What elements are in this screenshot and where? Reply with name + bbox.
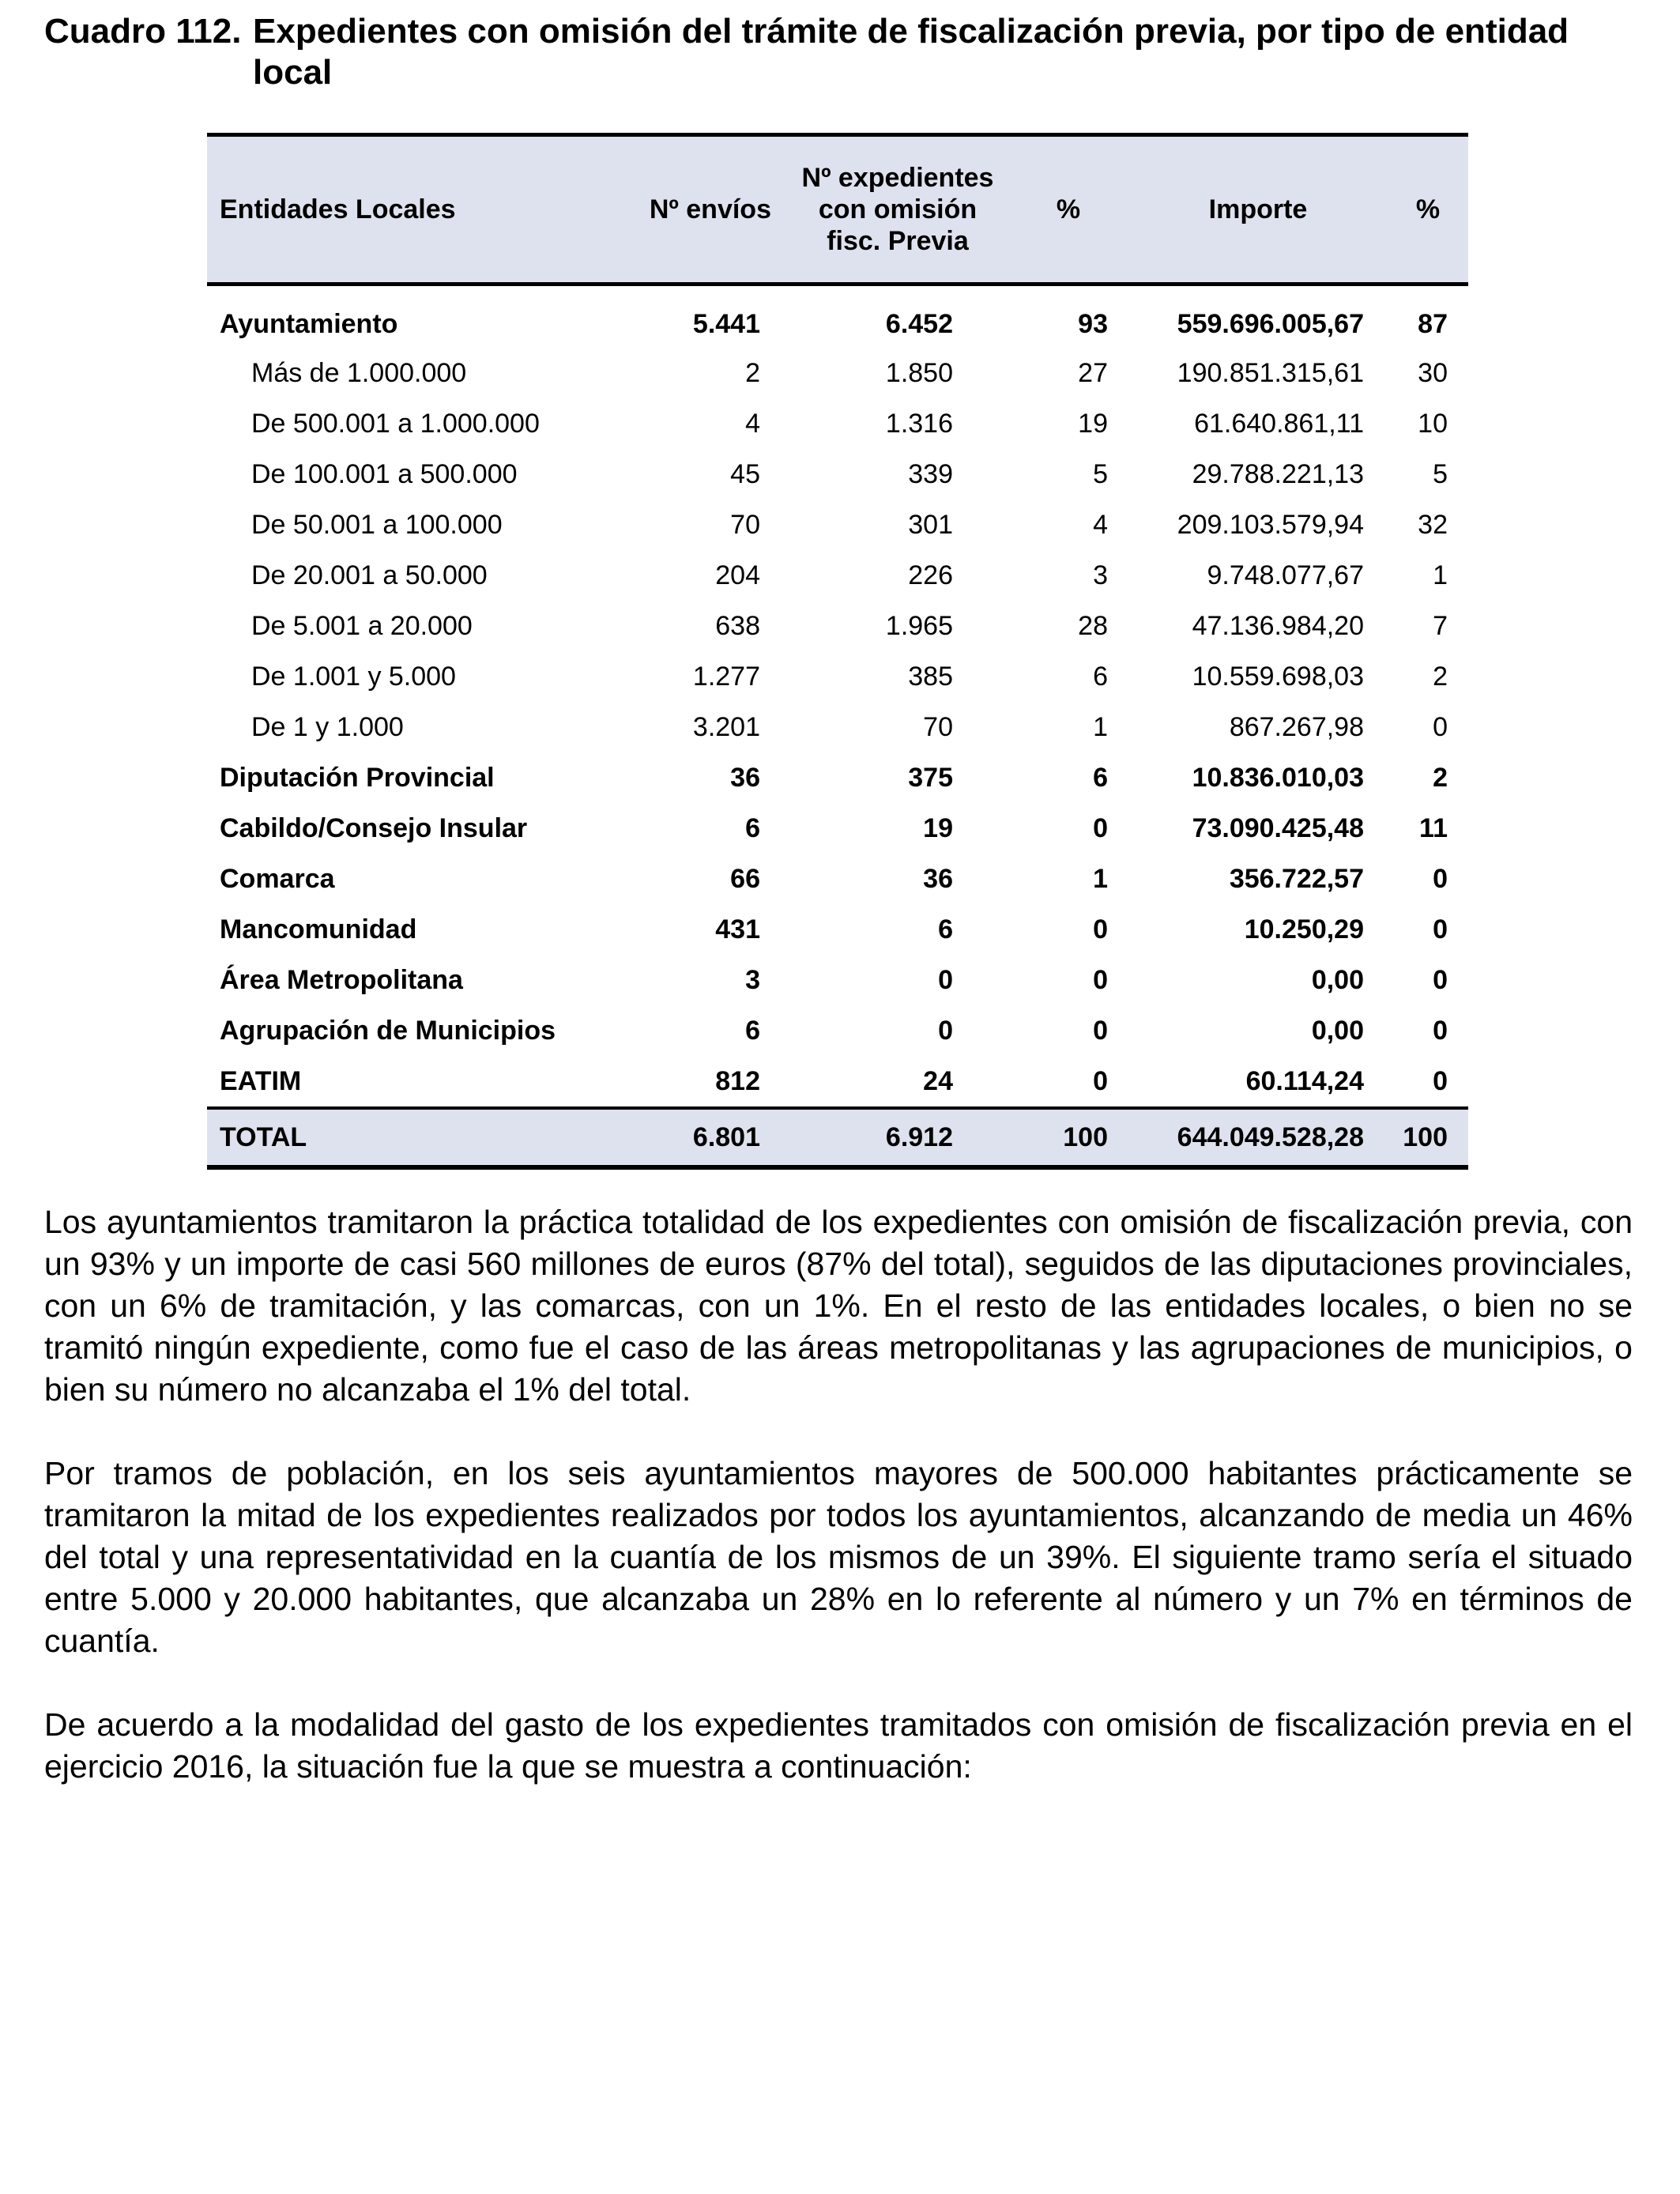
cell-pct-expedientes: 19 bbox=[1078, 408, 1108, 439]
cell-envios: 6 bbox=[745, 1015, 760, 1046]
cell-pct-expedientes: 3 bbox=[1093, 560, 1108, 590]
header-expedientes-line1: Nº expedientes bbox=[801, 163, 994, 193]
cell-entidad: De 500.001 a 1.000.000 bbox=[251, 408, 540, 439]
cell-importe: 10.836.010,03 bbox=[1192, 762, 1364, 793]
cell-pct-expedientes: 0 bbox=[1008, 1056, 1128, 1108]
header-expedientes-line2: con omisión bbox=[818, 194, 977, 224]
cell-pct-importe: 0 bbox=[1388, 1056, 1468, 1108]
body-text bbox=[44, 1201, 1633, 1830]
table-row bbox=[207, 1108, 1468, 1167]
cell-pct-importe: 11 bbox=[1419, 812, 1448, 843]
cell-entidad: Área Metropolitana bbox=[220, 964, 463, 995]
cell-entidad: De 100.001 a 500.000 bbox=[251, 458, 518, 489]
cell-pct-importe: 0 bbox=[1433, 964, 1448, 995]
cell-entidad: Agrupación de Municipios bbox=[220, 1015, 556, 1046]
cell-expedientes: 6.452 bbox=[885, 308, 953, 339]
header-importe: Importe bbox=[1128, 135, 1388, 285]
cell-importe: 867.267,98 bbox=[1229, 711, 1364, 742]
cell-expedientes: 339 bbox=[908, 458, 953, 489]
cell-entidad: De 1 y 1.000 bbox=[251, 711, 404, 742]
entities-table bbox=[207, 133, 1468, 1170]
cell-expedientes: 385 bbox=[908, 661, 953, 692]
cell-importe: 60.114,24 bbox=[1128, 1056, 1388, 1108]
cell-envios: 204 bbox=[715, 560, 760, 590]
cell-importe: 47.136.984,20 bbox=[1192, 610, 1364, 641]
cell-expedientes: 0 bbox=[938, 964, 953, 995]
cell-entidad: Cabildo/Consejo Insular bbox=[220, 812, 528, 843]
cell-entidad: De 5.001 a 20.000 bbox=[251, 610, 473, 641]
caption-number: Cuadro 112. bbox=[44, 12, 242, 51]
cell-envios: 6.801 bbox=[577, 1108, 787, 1167]
cell-pct-expedientes: 0 bbox=[1093, 914, 1108, 944]
table-row bbox=[207, 803, 1468, 854]
table-row bbox=[207, 1056, 1468, 1108]
cell-importe: 356.722,57 bbox=[1229, 863, 1364, 894]
cell-pct-expedientes: 93 bbox=[1078, 308, 1108, 339]
cell-importe: 73.090.425,48 bbox=[1192, 812, 1364, 843]
cell-importe: 61.640.861,11 bbox=[1194, 408, 1364, 439]
cell-pct-expedientes: 100 bbox=[1008, 1108, 1128, 1167]
header-entidades: Entidades Locales bbox=[207, 135, 577, 285]
cell-pct-expedientes: 5 bbox=[1093, 458, 1108, 489]
cell-pct-importe: 5 bbox=[1433, 458, 1448, 489]
cell-pct-expedientes: 0 bbox=[1093, 812, 1108, 843]
cell-envios: 431 bbox=[715, 914, 760, 944]
cell-pct-expedientes: 4 bbox=[1093, 509, 1108, 540]
cell-expedientes: 19 bbox=[923, 812, 953, 843]
table-row bbox=[207, 285, 1468, 349]
table-row bbox=[207, 904, 1468, 955]
cell-pct-expedientes: 1 bbox=[1093, 863, 1108, 894]
cell-importe: 644.049.528,28 bbox=[1128, 1108, 1388, 1167]
cell-entidad: Ayuntamiento bbox=[220, 308, 398, 339]
cell-entidad: De 20.001 a 50.000 bbox=[251, 560, 488, 590]
cell-pct-importe: 32 bbox=[1418, 509, 1448, 540]
cell-importe: 9.748.077,67 bbox=[1207, 560, 1364, 590]
cell-pct-importe: 100 bbox=[1388, 1108, 1468, 1167]
cell-pct-importe: 2 bbox=[1433, 762, 1448, 793]
cell-envios: 45 bbox=[730, 458, 760, 489]
cell-envios: 3.201 bbox=[692, 711, 760, 742]
cell-importe: 0,00 bbox=[1311, 964, 1364, 995]
table-row bbox=[207, 702, 1468, 752]
cell-envios: 812 bbox=[577, 1056, 787, 1108]
table-row bbox=[207, 955, 1468, 1005]
cell-importe: 209.103.579,94 bbox=[1177, 509, 1364, 540]
cell-pct-importe: 0 bbox=[1433, 1015, 1448, 1046]
table-row bbox=[207, 1005, 1468, 1056]
cell-envios: 3 bbox=[745, 964, 760, 995]
table-row bbox=[207, 601, 1468, 651]
cell-pct-importe: 7 bbox=[1433, 610, 1448, 641]
cell-expedientes: 24 bbox=[787, 1056, 1008, 1108]
table-row bbox=[207, 348, 1468, 398]
cell-expedientes: 226 bbox=[908, 560, 953, 590]
header-expedientes bbox=[787, 135, 1008, 285]
cell-envios: 2 bbox=[745, 357, 760, 388]
cell-entidad: Mancomunidad bbox=[220, 914, 417, 944]
cell-pct-expedientes: 28 bbox=[1078, 610, 1108, 641]
caption-title: Expedientes con omisión del trámite de fiscalización previa, por tipo de entidad local bbox=[253, 12, 1569, 92]
cell-pct-expedientes: 0 bbox=[1093, 1015, 1108, 1046]
cell-pct-importe: 1 bbox=[1433, 560, 1448, 590]
cell-expedientes: 6.912 bbox=[787, 1108, 1008, 1167]
cell-entidad: TOTAL bbox=[207, 1108, 577, 1167]
cell-entidad: EATIM bbox=[207, 1056, 577, 1108]
cell-pct-expedientes: 6 bbox=[1093, 661, 1108, 692]
table-row bbox=[207, 651, 1468, 702]
cell-expedientes: 6 bbox=[938, 914, 953, 944]
cell-envios: 70 bbox=[730, 509, 760, 540]
header-pct-importe: % bbox=[1388, 135, 1468, 285]
table-row bbox=[207, 499, 1468, 550]
cell-entidad: De 50.001 a 100.000 bbox=[251, 509, 503, 540]
cell-importe: 29.788.221,13 bbox=[1192, 458, 1364, 489]
cell-expedientes: 0 bbox=[938, 1015, 953, 1046]
cell-envios: 5.441 bbox=[692, 308, 760, 339]
paragraph: De acuerdo a la modalidad del gasto de los expedientes tramitados con omisión de fiscalización previa en el ejercicio 2016, la situación fue la que se muestra a continuación: bbox=[44, 1706, 1633, 1785]
cell-expedientes: 70 bbox=[923, 711, 953, 742]
table-row bbox=[207, 398, 1468, 449]
cell-importe: 0,00 bbox=[1311, 1015, 1364, 1046]
cell-pct-importe: 87 bbox=[1418, 308, 1448, 339]
cell-pct-importe: 2 bbox=[1433, 661, 1448, 692]
cell-pct-expedientes: 27 bbox=[1078, 357, 1108, 388]
cell-entidad: De 1.001 y 5.000 bbox=[251, 661, 456, 692]
cell-entidad: Diputación Provincial bbox=[220, 762, 495, 793]
cell-envios: 36 bbox=[730, 762, 760, 793]
cell-pct-expedientes: 6 bbox=[1093, 762, 1108, 793]
table-row bbox=[207, 550, 1468, 601]
cell-envios: 66 bbox=[730, 863, 760, 894]
cell-entidad: Más de 1.000.000 bbox=[251, 357, 467, 388]
cell-expedientes: 1.850 bbox=[885, 357, 953, 388]
cell-importe: 10.250,29 bbox=[1244, 914, 1364, 944]
cell-expedientes: 1.965 bbox=[885, 610, 953, 641]
paragraph: Los ayuntamientos tramitaron la práctica totalidad de los expedientes con omisión de fiscalización previa, con un 93% y un importe de casi 560 millones de euros (87% del total), seguidos de las diputaciones provinciales, con un 6% de tramitación, y las comarcas, con un 1%. En el resto de las entidades locales, o bien no se tramitó ningún expediente, como fue el caso de las áreas metropolitanas y las agrupaciones de municipios, o bien su número no alcanzaba el 1% del total. bbox=[44, 1204, 1633, 1408]
paragraph: Por tramos de población, en los seis ayuntamientos mayores de 500.000 habitantes prácticamente se tramitaron la mitad de los expedientes realizados por todos los ayuntamientos, alcanzando de media un 46% del total y una representatividad en la cuantía de los mismos de un 39%. El siguiente tramo sería el situado entre 5.000 y 20.000 habitantes, que alcanzaba un 28% en lo referente al número y un 7% en términos de cuantía. bbox=[44, 1455, 1633, 1659]
cell-pct-importe: 10 bbox=[1418, 408, 1448, 439]
cell-envios: 4 bbox=[745, 408, 760, 439]
cell-expedientes: 1.316 bbox=[885, 408, 953, 439]
cell-pct-importe: 0 bbox=[1433, 914, 1448, 944]
data-table-container bbox=[207, 133, 1468, 1170]
header-pct-expedientes: % bbox=[1008, 135, 1128, 285]
cell-pct-importe: 0 bbox=[1433, 711, 1448, 742]
table-row bbox=[207, 854, 1468, 904]
cell-importe: 190.851.315,61 bbox=[1177, 357, 1364, 388]
cell-pct-importe: 30 bbox=[1418, 357, 1448, 388]
cell-envios: 1.277 bbox=[692, 661, 760, 692]
cell-pct-expedientes: 0 bbox=[1093, 964, 1108, 995]
cell-expedientes: 375 bbox=[908, 762, 953, 793]
cell-envios: 6 bbox=[745, 812, 760, 843]
cell-entidad: Comarca bbox=[220, 863, 335, 894]
cell-importe: 10.559.698,03 bbox=[1192, 661, 1364, 692]
cell-importe: 559.696.005,67 bbox=[1177, 308, 1364, 339]
header-expedientes-line3: fisc. Previa bbox=[827, 226, 969, 256]
cell-pct-expedientes: 1 bbox=[1093, 711, 1108, 742]
cell-expedientes: 301 bbox=[908, 509, 953, 540]
cell-expedientes: 36 bbox=[923, 863, 953, 894]
table-header-row bbox=[207, 135, 1468, 285]
table-row bbox=[207, 752, 1468, 803]
cell-pct-importe: 0 bbox=[1433, 863, 1448, 894]
cell-envios: 638 bbox=[715, 610, 760, 641]
table-row bbox=[207, 449, 1468, 499]
header-envios: Nº envíos bbox=[577, 135, 787, 285]
